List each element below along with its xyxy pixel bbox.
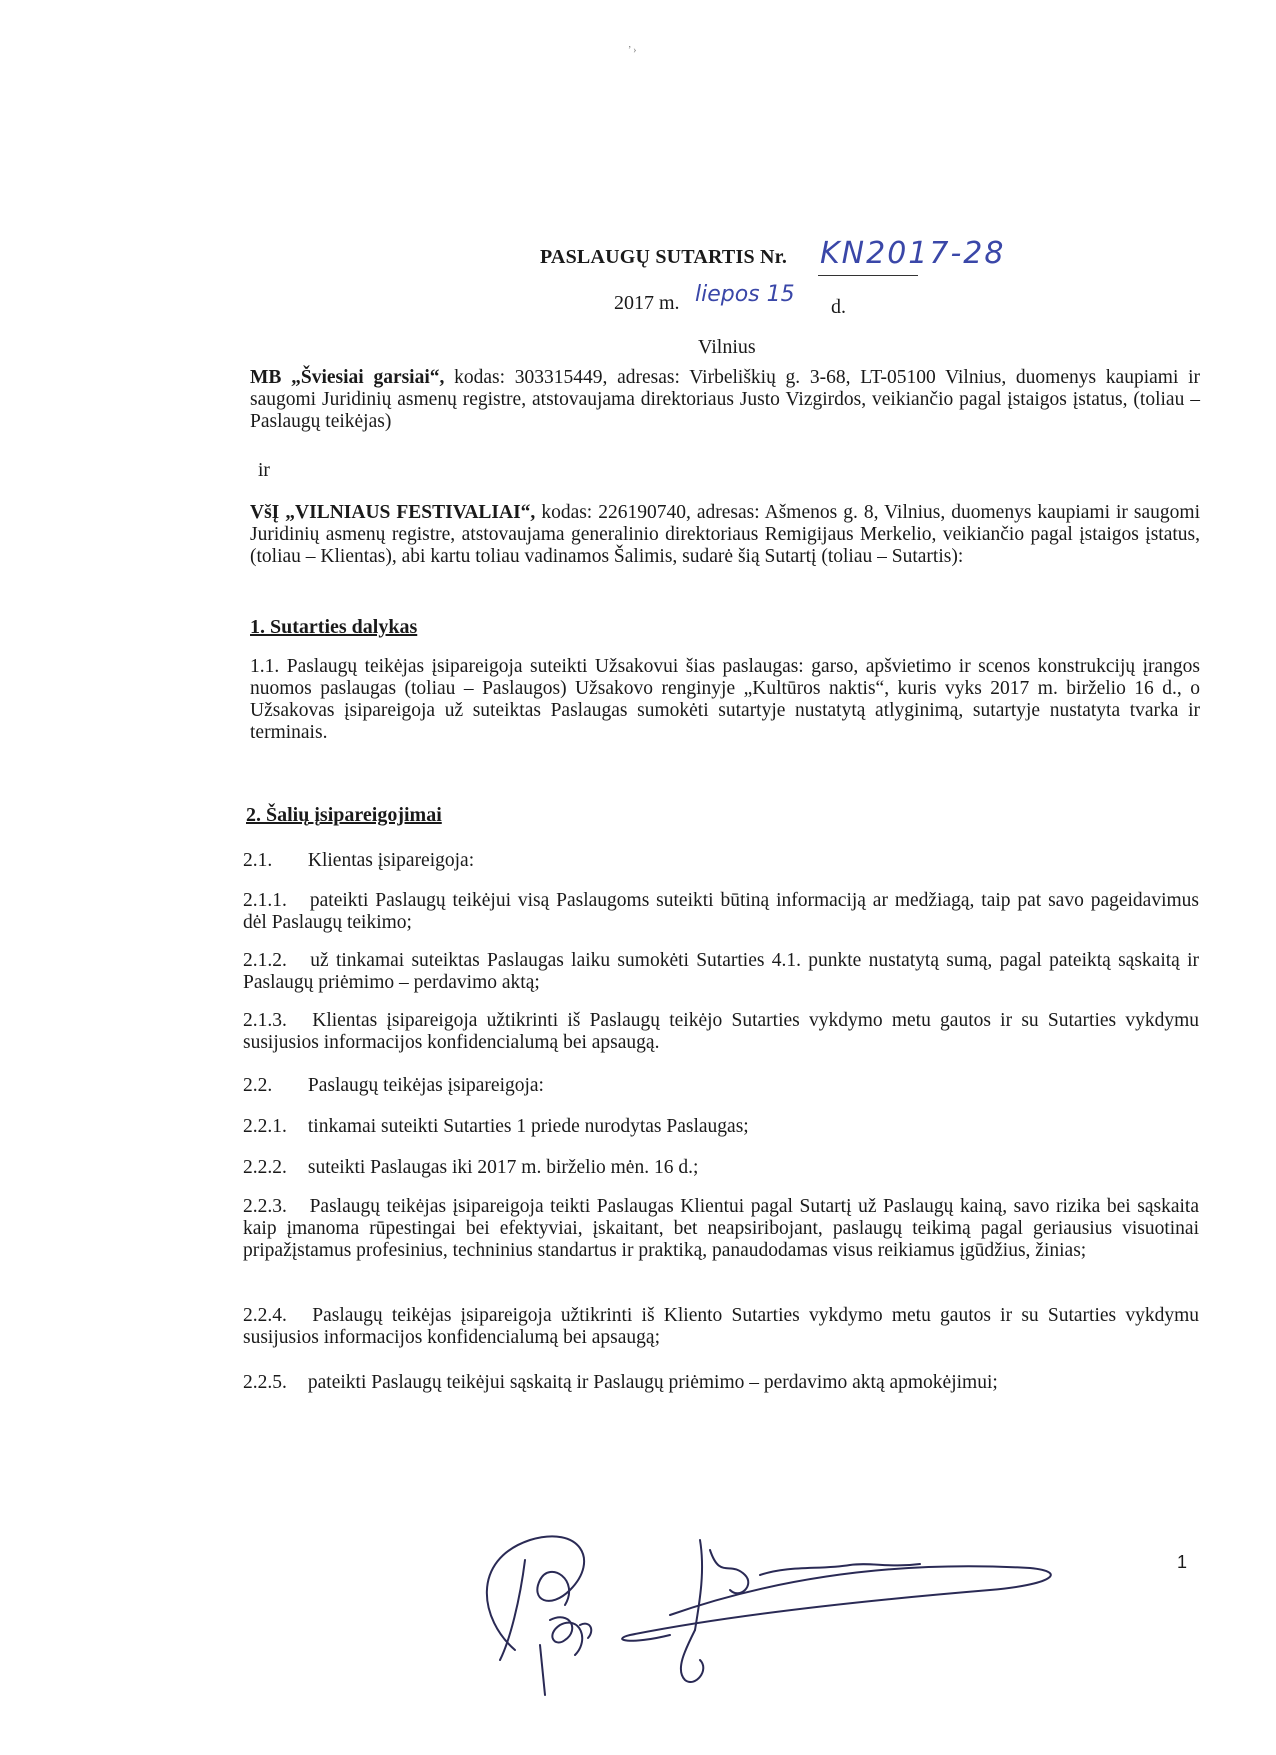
item-1-1-number: 1.1. (250, 656, 280, 677)
item-text: Paslaugų teikėjas įsipareigoja užtikrinti iš Kliento Sutarties vykdymo metu gautos ir su Sutarties vykdymu susijusios informacijos konfidencialumą bei apsaugą; (243, 1305, 1200, 1348)
signatures-image (470, 1520, 1070, 1700)
item-text: Paslaugų teikėjas įsipareigoja: (307, 1075, 544, 1096)
item-2-1-1 (243, 890, 1199, 934)
item-2-1-3 (243, 1010, 1199, 1054)
section2-heading: 2. Šalių įsipareigojimai (246, 804, 442, 826)
item-text: už tinkamai suteiktas Paslaugas laiku sumokėti Sutarties 4.1. punkte nustatytą sumą, pagal pateiktą sąskaitą ir Paslaugų priėmimo – perdavimo aktą; (243, 950, 1200, 993)
signature-provider (622, 1540, 1051, 1682)
item-number: 2.2. (243, 1075, 273, 1096)
item-2-1 (243, 850, 1199, 872)
item-number: 2.2.2. (243, 1157, 287, 1178)
handwritten-contract-number: KN2017-28 (820, 236, 1006, 271)
title-underline (818, 275, 918, 276)
contract-date-suffix: d. (831, 296, 846, 318)
handwritten-date: liepos 15 (695, 282, 795, 307)
item-text: Klientas įsipareigoja užtikrinti iš Paslaugų teikėjo Sutarties vykdymo metu gautos ir su Sutarties vykdymu susijusios informacijos konfidencialumą bei apsaugą. (243, 1010, 1200, 1053)
item-text: Paslaugų teikėjas įsipareigoja teikti Paslaugas Klientui pagal Sutartį už Paslaugų kainą, savo rizika bei sąskaita kaip įmanoma rūpestingai bei efektyviai, įskaitant, bet neapsiribojant, paslaugų teikimą pagal geriausius visuotinai pripažįstamus profesinius, techninius standartus ir praktiką, panaudodamas visus reikiamus įgūdžius, žinias; (243, 1196, 1200, 1261)
item-text: Klientas įsipareigoja: (307, 850, 475, 871)
item-number: 2.1. (243, 850, 273, 871)
item-number: 2.2.1. (243, 1116, 287, 1137)
item-text: tinkamai suteikti Sutarties 1 priede nurodytas Paslaugas; (307, 1116, 749, 1137)
item-number: 2.1.2. (243, 950, 287, 971)
item-2-2-4 (243, 1305, 1199, 1349)
party1-paragraph (250, 367, 1200, 433)
item-number: 2.2.3. (243, 1196, 287, 1217)
party2-name: VšĮ „VILNIAUS FESTIVALIAI“, (250, 502, 536, 523)
item-number: 2.1.3. (243, 1010, 287, 1031)
conjunction: ir (258, 460, 270, 481)
item-text: suteikti Paslaugas iki 2017 m. birželio mėn. 16 d.; (307, 1157, 699, 1178)
item-2-2 (243, 1075, 1199, 1097)
item-number: 2.2.4. (243, 1305, 287, 1326)
item-2-2-1 (243, 1116, 1199, 1138)
item-2-2-2 (243, 1157, 1199, 1179)
signature-client (487, 1536, 591, 1695)
party2-paragraph (250, 502, 1200, 568)
party2-details: kodas: 226190740, adresas: Ašmenos g. 8, Vilnius, duomenys kaupiami ir saugomi Juridinių asmenų registre, atstovaujama generalinio direktoriaus Remigijaus Merkelio, veikiančio pagal įstaigos įstatus, (toliau – Klientas), abi kartu toliau vadinamos Šalimis, sudarė šią Sutartį (toliau – Sutartis): (250, 502, 1200, 567)
item-text: pateikti Paslaugų teikėjui sąskaitą ir Paslaugų priėmimo – perdavimo aktą apmokėjimui; (307, 1372, 998, 1393)
scan-mark: ’ › (628, 45, 637, 56)
item-2-1-2 (243, 950, 1199, 994)
item-1-1 (250, 656, 1200, 744)
item-number: 2.1.1. (243, 890, 287, 911)
contract-title: PASLAUGŲ SUTARTIS Nr. (540, 246, 788, 268)
item-2-2-3 (243, 1196, 1199, 1262)
item-1-1-text: Paslaugų teikėjas įsipareigoja suteikti Užsakovui šias paslaugas: garso, apšvietimo ir scenos konstrukcijų įrangos nuomos paslaugas (toliau – Paslaugos) Užsakovo renginyje „Kultūros naktis“, kuris vyks 2017 m. birželio 16 d., o Užsakovas įsipareigoja už suteiktas Paslaugas sumokėti sutartyje nustatytą atlyginimą, sutartyje nustatyta tvarka ir terminais. (250, 656, 1200, 743)
page-number: 1 (1177, 1552, 1188, 1572)
contract-city: Vilnius (698, 336, 756, 358)
section1-heading: 1. Sutarties dalykas (250, 616, 418, 638)
item-text: pateikti Paslaugų teikėjui visą Paslaugoms suteikti būtiną informaciją ar medžiagą, taip pat savo pageidavimus dėl Paslaugų teikimo; (243, 890, 1200, 933)
item-2-2-5 (243, 1372, 1199, 1394)
contract-date-year: 2017 m. (614, 292, 680, 314)
party1-details: kodas: 303315449, adresas: Virbeliškių g. 3-68, LT-05100 Vilnius, duomenys kaupiami ir saugomi Juridinių asmenų registre, atstovaujama direktoriaus Justo Vizgirdos, veikiančio pagal įstaigos įstatus, (toliau – Paslaugų teikėjas) (250, 367, 1200, 432)
party1-name: MB „Šviesiai garsiai“, (250, 367, 445, 388)
item-number: 2.2.5. (243, 1372, 287, 1393)
